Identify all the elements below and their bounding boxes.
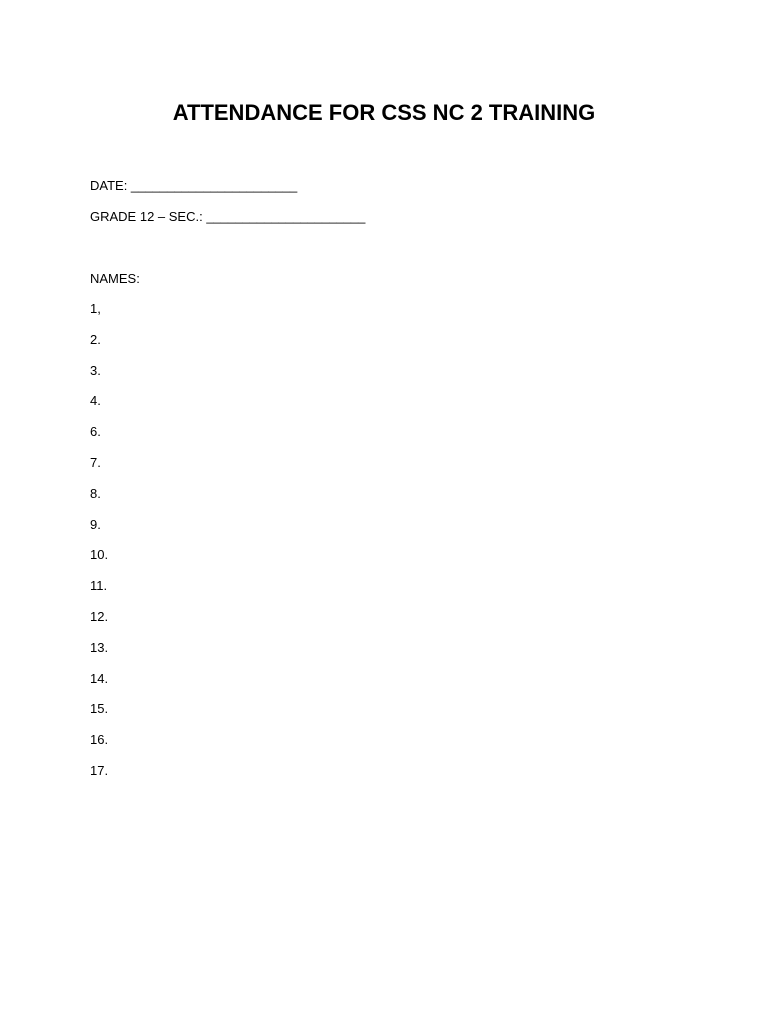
list-item: 15. [90,701,109,717]
list-item: 17. [90,762,109,778]
names-list [90,301,108,794]
list-item: 7. [90,454,101,470]
names-label: NAMES: [90,271,140,286]
list-item: 2. [90,331,101,347]
list-item: 3. [90,362,101,378]
list-item: 6. [90,424,101,440]
list-item: 11. [90,578,108,594]
list-item: 14. [90,670,109,686]
page-title: ATTENDANCE FOR CSS NC 2 TRAINING [172,100,596,125]
list-item: 9. [90,516,101,532]
date-field: DATE: _______________________ [90,178,298,193]
grade-section-field: GRADE 12 – SEC.: ______________________ [90,209,366,224]
list-item: 13. [90,639,109,655]
list-item: 4. [90,393,101,409]
list-item: 10. [90,547,109,563]
list-item: 12. [90,608,109,624]
list-item: 1, [90,301,101,316]
list-item: 8. [90,485,101,501]
list-item: 16. [90,732,109,748]
